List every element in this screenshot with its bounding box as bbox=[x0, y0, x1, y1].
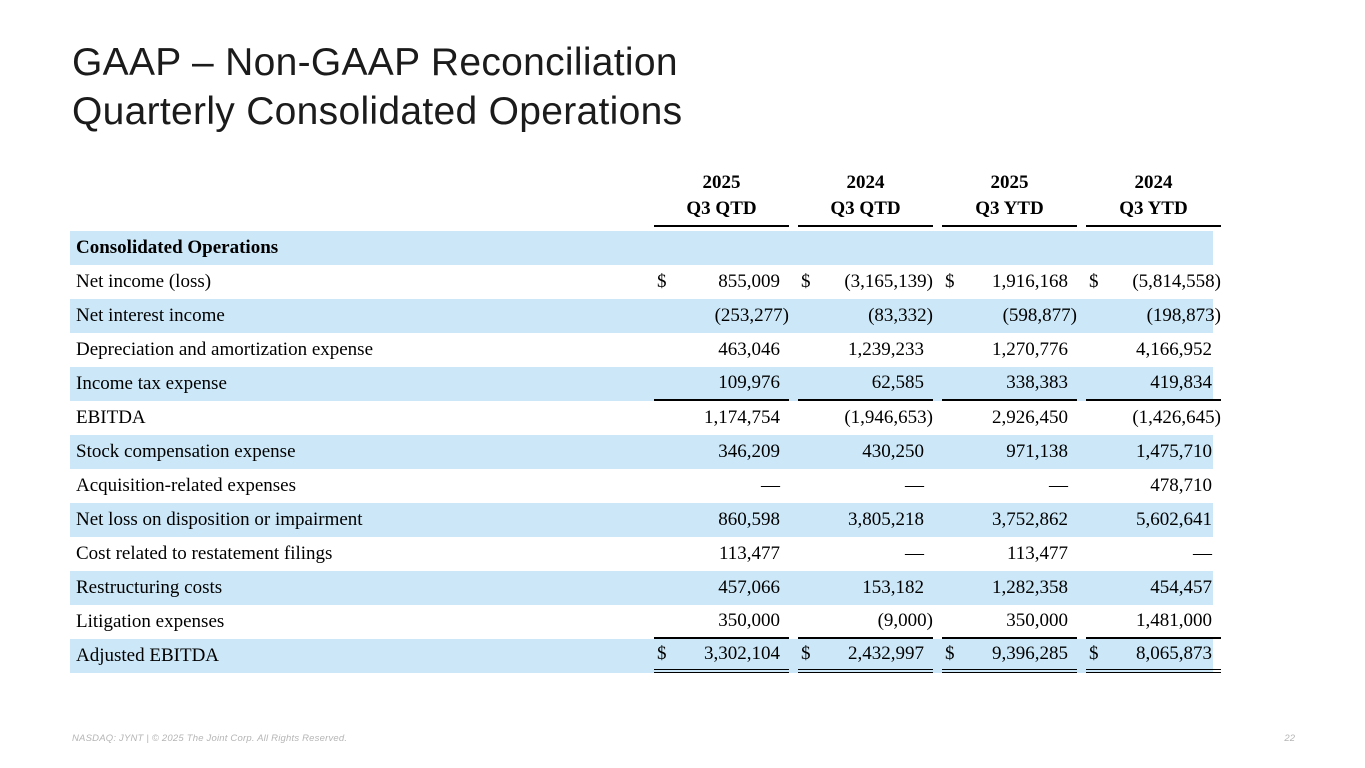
cell-value: 350,000 bbox=[718, 610, 780, 631]
value-cell bbox=[798, 435, 933, 469]
value-cell bbox=[942, 605, 1077, 639]
table-row bbox=[70, 265, 1221, 299]
reconciliation-table bbox=[70, 170, 1221, 673]
cell-value: (1,426,645) bbox=[1132, 407, 1221, 428]
dollar-sign: $ bbox=[657, 271, 667, 292]
table-body bbox=[70, 231, 1221, 673]
value-cell bbox=[1086, 537, 1221, 571]
cell-value: — bbox=[905, 543, 924, 564]
cell-value: 9,396,285 bbox=[992, 643, 1068, 664]
cell-value: 855,009 bbox=[718, 271, 780, 292]
value-cell bbox=[654, 299, 789, 333]
cell-value: 454,457 bbox=[1150, 577, 1212, 598]
value-cell bbox=[798, 367, 933, 401]
value-cell bbox=[942, 503, 1077, 537]
value-cell bbox=[1086, 299, 1221, 333]
table-row bbox=[70, 401, 1221, 435]
value-cell bbox=[654, 333, 789, 367]
table-row bbox=[70, 367, 1213, 401]
row-label: Adjusted EBITDA bbox=[76, 645, 220, 666]
column-header bbox=[654, 170, 789, 227]
cell-value: (9,000) bbox=[877, 610, 933, 631]
value-cell bbox=[942, 469, 1077, 503]
dollar-sign: $ bbox=[801, 643, 811, 664]
page-number: 22 bbox=[1284, 733, 1295, 744]
cell-value: 1,475,710 bbox=[1136, 441, 1212, 462]
row-label: Stock compensation expense bbox=[76, 441, 296, 462]
table-row bbox=[70, 639, 1213, 673]
row-label: Net loss on disposition or impairment bbox=[76, 509, 363, 530]
row-label: Net income (loss) bbox=[76, 271, 212, 292]
cell-value: (198,873) bbox=[1146, 305, 1221, 326]
cell-value: 478,710 bbox=[1150, 475, 1212, 496]
cell-value: — bbox=[1049, 475, 1068, 496]
header-label-spacer bbox=[70, 170, 645, 227]
cell-value: 1,282,358 bbox=[992, 577, 1068, 598]
title-line-1: GAAP – Non-GAAP Reconciliation bbox=[72, 41, 678, 84]
value-cell bbox=[1086, 605, 1221, 639]
table-row bbox=[70, 503, 1213, 537]
cell-value: 62,585 bbox=[871, 372, 924, 393]
value-cell bbox=[798, 605, 933, 639]
column-year: 2025 bbox=[990, 172, 1029, 193]
cell-value: 113,477 bbox=[1006, 543, 1068, 564]
cell-value: 2,432,997 bbox=[848, 643, 924, 664]
cell-value: 860,598 bbox=[718, 509, 780, 530]
row-label: Cost related to restatement filings bbox=[76, 543, 333, 564]
value-cell bbox=[1086, 571, 1221, 605]
value-cell bbox=[1086, 265, 1221, 299]
title-line-2: Quarterly Consolidated Operations bbox=[72, 90, 683, 133]
value-cell bbox=[654, 401, 789, 435]
row-label: EBITDA bbox=[76, 407, 146, 428]
value-cell bbox=[1086, 469, 1221, 503]
table-row bbox=[70, 469, 1213, 503]
cell-value: 1,481,000 bbox=[1136, 610, 1212, 631]
dollar-sign: $ bbox=[1089, 643, 1099, 664]
value-cell bbox=[942, 639, 1077, 673]
row-label: Restructuring costs bbox=[76, 577, 223, 598]
dollar-sign: $ bbox=[1089, 271, 1099, 292]
table-row bbox=[70, 605, 1213, 639]
row-label: Litigation expenses bbox=[76, 611, 225, 632]
column-header bbox=[798, 170, 933, 227]
value-cell bbox=[798, 571, 933, 605]
column-period: Q3 QTD bbox=[830, 198, 901, 219]
table-header bbox=[70, 170, 1213, 227]
cell-value: (83,332) bbox=[868, 305, 933, 326]
cell-value: 346,209 bbox=[718, 441, 780, 462]
value-cell bbox=[798, 299, 933, 333]
cell-value: 971,138 bbox=[1006, 441, 1068, 462]
cell-value: 430,250 bbox=[862, 441, 924, 462]
column-year: 2024 bbox=[1134, 172, 1173, 193]
value-cell bbox=[798, 469, 933, 503]
cell-value: 153,182 bbox=[862, 577, 924, 598]
row-label: Acquisition-related expenses bbox=[76, 475, 297, 496]
table-row bbox=[70, 571, 1213, 605]
page-title bbox=[72, 38, 682, 136]
value-cell bbox=[1086, 639, 1221, 673]
table-row bbox=[70, 537, 1213, 571]
value-cell bbox=[654, 571, 789, 605]
value-cell bbox=[654, 367, 789, 401]
value-cell bbox=[654, 265, 789, 299]
value-cell bbox=[654, 435, 789, 469]
table-row bbox=[70, 333, 1213, 367]
cell-value: 8,065,873 bbox=[1136, 643, 1212, 664]
dollar-sign: $ bbox=[945, 271, 955, 292]
dollar-sign: $ bbox=[657, 643, 667, 664]
column-period: Q3 YTD bbox=[1119, 198, 1188, 219]
value-cell bbox=[942, 333, 1077, 367]
value-cell bbox=[942, 265, 1077, 299]
cell-value: (253,277) bbox=[714, 305, 789, 326]
row-label: Net interest income bbox=[76, 305, 225, 326]
cell-value: 3,302,104 bbox=[704, 643, 780, 664]
value-cell bbox=[1086, 333, 1221, 367]
column-year: 2025 bbox=[702, 172, 741, 193]
value-cell bbox=[942, 367, 1077, 401]
column-year: 2024 bbox=[846, 172, 885, 193]
column-header bbox=[1086, 170, 1221, 227]
value-cell bbox=[798, 503, 933, 537]
cell-value: 1,174,754 bbox=[704, 407, 780, 428]
value-cell bbox=[654, 639, 789, 673]
column-period: Q3 QTD bbox=[686, 198, 757, 219]
value-cell bbox=[942, 435, 1077, 469]
cell-value: (5,814,558) bbox=[1132, 271, 1221, 292]
cell-value: — bbox=[761, 475, 780, 496]
value-cell bbox=[942, 401, 1077, 435]
value-cell bbox=[654, 469, 789, 503]
cell-value: 2,926,450 bbox=[992, 407, 1068, 428]
value-cell bbox=[654, 605, 789, 639]
cell-value: 350,000 bbox=[1006, 610, 1068, 631]
cell-value: 457,066 bbox=[718, 577, 780, 598]
value-cell bbox=[654, 537, 789, 571]
value-cell bbox=[798, 265, 933, 299]
column-header bbox=[942, 170, 1077, 227]
value-cell bbox=[942, 299, 1077, 333]
value-cell bbox=[1086, 503, 1221, 537]
dollar-sign: $ bbox=[801, 271, 811, 292]
table-row bbox=[70, 435, 1213, 469]
value-cell bbox=[1086, 435, 1221, 469]
cell-value: — bbox=[905, 475, 924, 496]
table-section-row bbox=[70, 231, 1213, 265]
row-label: Income tax expense bbox=[76, 373, 227, 394]
value-cell bbox=[798, 537, 933, 571]
cell-value: 109,976 bbox=[718, 372, 780, 393]
section-header-label: Consolidated Operations bbox=[76, 237, 279, 258]
cell-value: — bbox=[1193, 543, 1212, 564]
cell-value: 113,477 bbox=[718, 543, 780, 564]
cell-value: (598,877) bbox=[1002, 305, 1077, 326]
cell-value: 1,270,776 bbox=[992, 339, 1068, 360]
value-cell bbox=[942, 571, 1077, 605]
value-cell bbox=[798, 333, 933, 367]
column-period: Q3 YTD bbox=[975, 198, 1044, 219]
cell-value: 3,752,862 bbox=[992, 509, 1068, 530]
cell-value: 1,916,168 bbox=[992, 271, 1068, 292]
table-row bbox=[70, 299, 1221, 333]
value-cell bbox=[1086, 367, 1221, 401]
value-cell bbox=[654, 503, 789, 537]
value-cell bbox=[942, 537, 1077, 571]
cell-value: 419,834 bbox=[1150, 372, 1212, 393]
value-cell bbox=[1086, 401, 1221, 435]
cell-value: 3,805,218 bbox=[848, 509, 924, 530]
cell-value: (3,165,139) bbox=[844, 271, 933, 292]
cell-value: 1,239,233 bbox=[848, 339, 924, 360]
dollar-sign: $ bbox=[945, 643, 955, 664]
cell-value: 4,166,952 bbox=[1136, 339, 1212, 360]
value-cell bbox=[798, 639, 933, 673]
cell-value: 5,602,641 bbox=[1136, 509, 1212, 530]
value-cell bbox=[798, 401, 933, 435]
cell-value: 463,046 bbox=[718, 339, 780, 360]
row-label: Depreciation and amortization expense bbox=[76, 339, 374, 360]
cell-value: (1,946,653) bbox=[844, 407, 933, 428]
footer-text: NASDAQ: JYNT | © 2025 The Joint Corp. All Rights Reserved. bbox=[72, 733, 348, 744]
cell-value: 338,383 bbox=[1006, 372, 1068, 393]
